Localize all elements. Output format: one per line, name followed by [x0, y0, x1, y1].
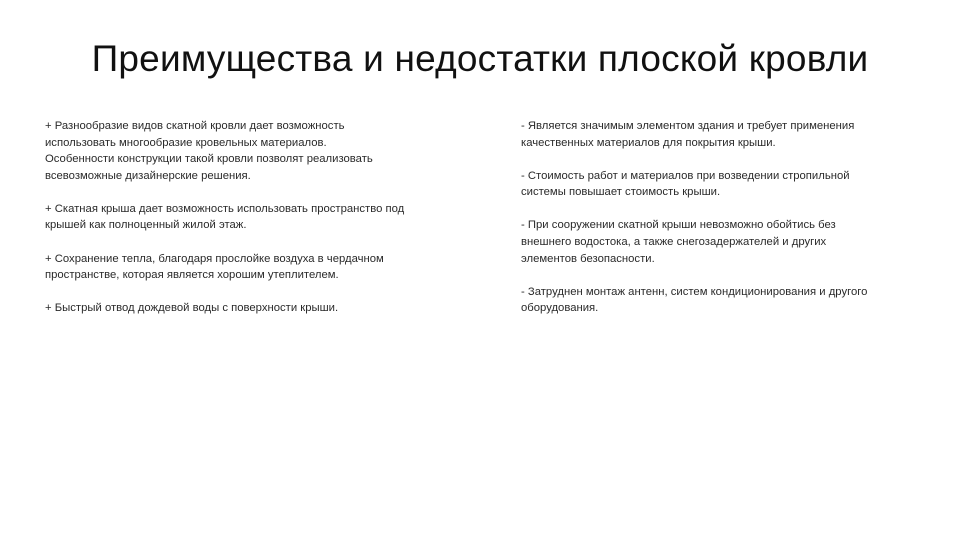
disadvantage-item: - При сооружении скатной крыши невозможно обойтись без внешнего водостока, а также снегозадержателей и других элементов безопасности. [521, 219, 836, 265]
advantage-item: + Разнообразие видов скатной кровли дает возможность использовать многообразие кровельных материалов. Особенности конструкции такой кровли позволят реализовать всевозможные дизайнерские решения. [45, 120, 373, 182]
disadvantages-column [521, 118, 921, 333]
slide-title: Преимущества и недостатки плоской кровли [91, 38, 869, 79]
advantage-item: + Быстрый отвод дождевой воды с поверхности крыши. [45, 302, 339, 315]
disadvantage-item: - Является значимым элементом здания и требует применения качественных материалов для покрытия крыши. [521, 120, 855, 149]
advantages-column [45, 118, 465, 333]
advantage-item: + Скатная крыша дает возможность использовать пространство под крышей как полноценный жилой этаж. [45, 202, 405, 232]
disadvantage-item: - Затруднен монтаж антенн, систем кондиционирования и другого оборудования. [521, 285, 868, 315]
advantage-item: + Сохранение тепла, благодаря прослойке воздуха в чердачном пространстве, которая является хорошим утеплителем. [45, 252, 384, 282]
disadvantage-item: - Стоимость работ и материалов при возведении стропильной системы повышает стоимость крыши. [521, 169, 850, 199]
